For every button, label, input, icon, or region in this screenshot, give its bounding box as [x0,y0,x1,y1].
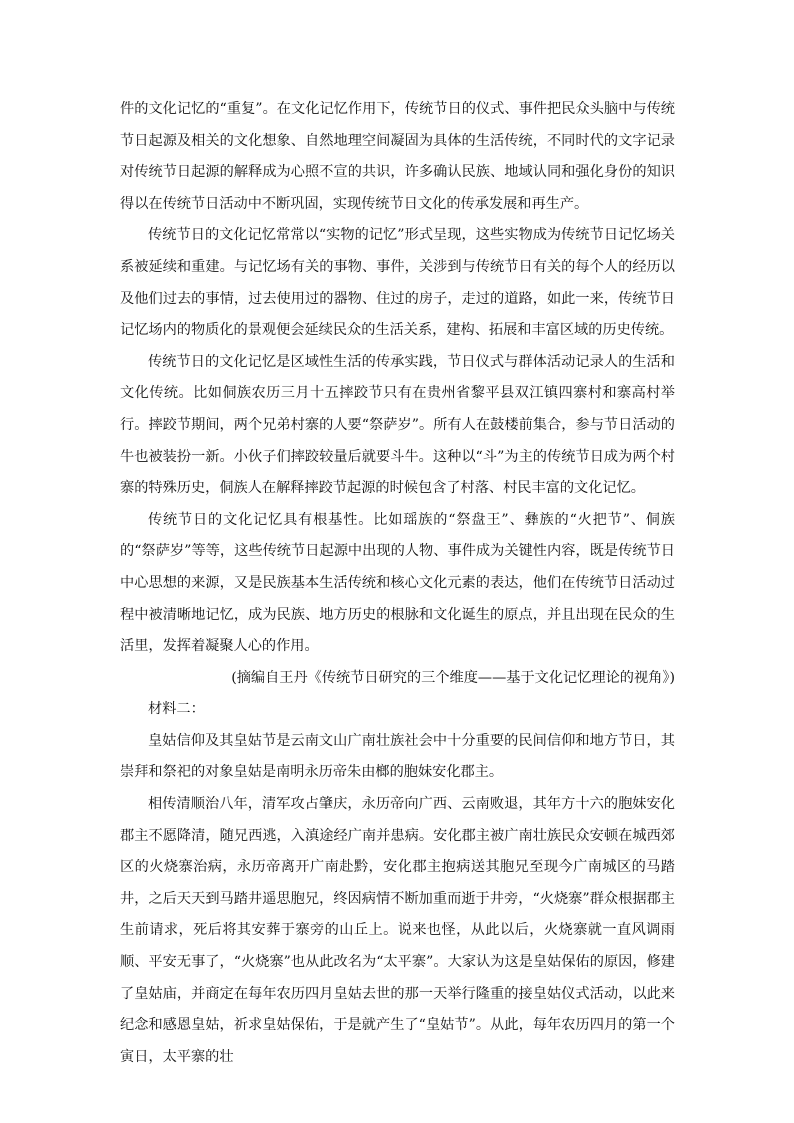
paragraph-huanggu-intro: 皇姑信仰及其皇姑节是云南文山广南壮族社会中十分重要的民间信仰和地方节日，其崇拜和祭祀的对象皇姑是南明永历帝朱由榔的胞妹安化郡主。 [120,732,675,781]
source-citation: (摘编自王丹《传统节日研究的三个维度——基于文化记忆理论的视角》) [231,669,675,686]
paragraph-regional-practice: 传统节日的文化记忆是区域性生活的传承实践，节日仪式与群体活动记录人的生活和文化传统。比如侗族农历三月十五摔跤节只有在贵州省黎平县双江镇四寨村和寨高村举行。摔跤节期间，两个兄弟村寨的人要“祭萨岁”。所有人在鼓楼前集合，参与节日活动的牛也被装扮一新。小伙子们摔跤较量后就要斗牛。这种以“斗”为主的传统节日成为两个村寨的特殊历史，侗族人在解释摔跤节起源的时候包含了村落、村民丰富的文化记忆。 [120,353,675,497]
paragraph-material-memory: 传统节日的文化记忆常常以“实物的记忆”形式呈现，这些实物成为传统节日记忆场关系被延续和重建。与记忆场有关的事物、事件，关涉到与传统节日有关的每个人的经历以及他们过去的事情，过去使用过的器物、住过的房子，走过的道路，如此一来，传统节日记忆场内的物质化的景观便会延续民众的生活关系，建构、拓展和丰富区域的历史传统。 [120,227,675,339]
material-two-label: 材料二： [148,701,205,718]
paragraph-huanggu-legend: 相传清顺治八年，清军攻占肇庆，永历帝向广西、云南败退，其年方十六的胞妹安化郡主不愿降清，随兄西逃，入滇途经广南并患病。安化郡主被广南壮族民众安顿在城西郊区的火烧寨治病，永历帝离开广南赴黔，安化郡主抱病送其胞兄至现今广南城区的马踏井，之后天天到马踏井遥思胞兄，终因病情不断加重而逝于井旁，“火烧寨”群众根据郡主生前请求，死后将其安葬于寨旁的山丘上。说来也怪，从此以后，火烧寨就一直风调雨顺、平安无事了，“火烧寨”也从此改名为“太平寨”。大家认为这是皇姑保佑的原因，修建了皇姑庙，并商定在每年农历四月皇姑去世的那一天举行隆重的接皇姑仪式活动，以此来纪念和感恩皇姑，祈求皇姑保佑，于是就产生了“皇姑节”。从此，每年农历四月的第一个寅日，太平寨的壮 [120,796,675,1065]
paragraph-rootedness: 传统节日的文化记忆具有根基性。比如瑶族的“祭盘王”、彝族的“火把节”、侗族的“祭萨岁”等等，这些传统节日起源中出现的人物、事件成为关键性内容，既是传统节日中心思想的来源，又是民族基本生活传统和核心文化元素的表达，他们在传统节日活动过程中被清晰地记忆，成为民族、地方历史的根脉和文化诞生的原点，并且出现在民众的生活里，发挥着凝聚人心的作用。 [120,511,675,655]
document-body [120,94,675,1073]
paragraph-continued: 件的文化记忆的“重复”。在文化记忆作用下，传统节日的仪式、事件把民众头脑中与传统节日起源及相关的文化想象、自然地理空间凝固为具体的生活传统，不同时代的文字记录对传统节日起源的解释成为心照不宣的共识，许多确认民族、地域认同和强化身份的知识得以在传统节日活动中不断巩固，实现传统节日文化的传承发展和再生产。 [120,101,675,212]
